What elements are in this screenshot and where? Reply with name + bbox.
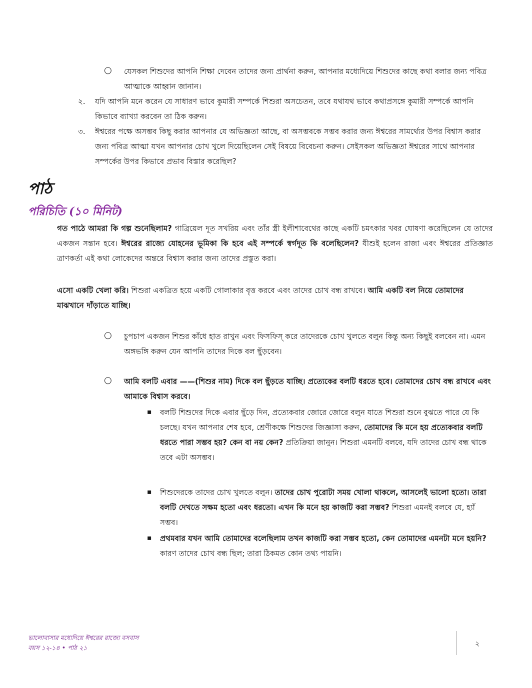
bullet-square: ▪ — [147, 488, 152, 496]
lesson-heading: পাঠ — [28, 179, 53, 198]
dot1-question: তোমাদের কি মনে হয় প্রত্যেকবার বলটি ধরতে পারা সম্ভব হয়? কেন বা নয় কেন? — [160, 423, 483, 447]
dot2-text-2: শিশুরা এমনই বলবে যে, হ্যাঁ সম্ভব। — [160, 503, 475, 527]
sub-bullet-2: আমি বলটি এবার ——(শিশুর নাম) দিকে বল ছুঁড়তে যাচ্ছি। প্রত্যেকের বলটি ধরতে হবে। তোমাদের চোখ বন্ধ রাখবে এবং আমাকে বিশ্বাস করবে। — [124, 377, 491, 401]
intro-text-2: যীশুই হলেন রাজা এবং ঈশ্বরের প্রতিজ্ঞাত ত্রাণকর্তা এই কথা লোকেদের অন্তরে বিশ্বাস করার জন্য তাদের প্রস্তুত করা। — [57, 239, 493, 263]
item-number-3: ৩. — [78, 127, 86, 136]
bullet-square: ▪ — [147, 408, 152, 416]
footer-subtitle: বয়স ১২-১৪ • পাঠ ২১ — [28, 645, 88, 652]
dot1-text-1: বলটি শিশুদের দিকে এবার ছুঁড়ে দিন, প্রত্যেকবার জোরে জোরে বলুন যাতে শিশুরা শুনে বুঝতে পারে যে কি চলছে। যখন আপনার শেষ হবে, শ্রেণীকক্ষে শিশুদের জিজ্ঞাসা করুন, — [160, 408, 480, 432]
dot3-question: প্রথমবার যখন আমি তোমাদের বলেছিলাম তখন কাজটি করা সম্ভব হতো, কেন তোমাদের এমনটা মনে হয়নি? — [160, 534, 487, 543]
question-john-role: ঈশ্বরের রাজ্যে যোহনের ভূমিকা কি হবে এই সম্পর্কে স্বর্গদূত কি বলেছিলেন? — [121, 239, 359, 248]
intro-paragraph — [57, 221, 493, 266]
sub-bullet-1: চুপচাপ একজন শিশুর কাঁধে হাত রাখুন এবং ফিসফিস্ করে তাদেরকে চোখ খুলতে বলুন কিন্তু অন্য কিছুই বলবেন না। এমন অঙ্গভঙ্গি করুন যেন আপনি তাদের দিকে বল ছুঁড়বেন। — [124, 332, 486, 356]
game-paragraph — [57, 283, 493, 313]
page-number: ২ — [475, 640, 480, 648]
prep-item-2: যদি আপনি মনে করেন যে সাধারণ ভাবে কুমারী সম্পর্কে শিশুরা অসচেতন, তবে যথাযথ ভাবে কথাপ্রসঙ্গে কুমারী সম্পর্কে আপনি কিভাবে ব্যাখ্যা করবেন তা ঠিক করুন। — [95, 97, 474, 121]
bullet-square: ▪ — [147, 534, 152, 542]
intro-text-1: গাব্রিয়েল দূত সখরিয় এবং তাঁর স্ত্রী ইলীশাবেথের কাছে একটি চমৎকার খবর ঘোষণা করেছিলেন যে তাদের একজন সন্তান হবে। — [57, 224, 493, 248]
footer-divider — [456, 631, 457, 655]
bullet-circle: ○ — [104, 66, 112, 76]
question-last-story: গত পাঠে আমরা কি গল্প শুনেছিলাম? — [57, 224, 172, 233]
game-invite: এসো একটি খেলা করি। — [57, 286, 129, 295]
footer-title: ভালোবাসার মধ্যেদিয়ে ঈশ্বরের রাজ্যে বসবাস — [28, 635, 139, 642]
dot-bullet-3 — [160, 531, 494, 561]
bullet-circle: ○ — [104, 331, 112, 341]
item-number-2: ২. — [78, 97, 86, 106]
game-text: শিশুরা একত্রিত হয়ে একটি গোলাকার বৃত্ত করবে এবং তাদের চোখ বন্ধ রাখবে। — [128, 286, 368, 295]
dot2-question: তাদের চোখ পুরোটা সময় খোলা থাকলে, আসলেই ভালো হতো। তারা বলটি দেখতে সক্ষম হতো এবং ধরতো। এখন কি মনে হয় কাজটি করা সম্ভব? — [160, 488, 487, 512]
bullet-circle: ○ — [104, 376, 112, 386]
dot2-text-1: শিশুদেরকে তাদের চোখ খুলতে বলুন। — [160, 488, 275, 497]
dot-bullet-2 — [160, 485, 494, 530]
game-statement: আমি একটি বল নিয়ে তোমাদের মাঝখানে দাঁড়াতে যাচ্ছি। — [57, 286, 464, 310]
prep-item-3: ঈশ্বরের পক্ষে অসম্ভব কিছু করার আপনার যে অভিজ্ঞতা আছে, বা অসম্ভবকে সম্ভব করার জন্য ঈশ্বরের সামর্থ্যের উপর বিশ্বাস করার জন্য পবিত্র আত্মা যখন আপনার চোখ খুলে দিয়েছিলেন সেই বিষয়ে বিবেচনা করুন। সেইসকল অভিজ্ঞতা ঈশ্বরের সাথে আপনার সম্পর্কের উপর কিভাবে প্রভাব বিস্তার করেছিল? — [95, 127, 481, 166]
dot3-text: কারণ তাদের চোখ বন্ধ ছিল; তারা ঠিকমত কোন তথ্য পায়নি। — [160, 549, 342, 558]
intro-heading: পরিচিতি (১০ মিনিট) — [28, 205, 123, 218]
dot1-text-2: প্রতিক্রিয়া জানুন। শিশুরা এমনটি বলবে, যদি তাদের চোখ বন্ধ থাকে তবে এটা অসম্ভব। — [160, 438, 487, 462]
prep-bullet-1: যেসকল শিশুদের আপনি শিক্ষা দেবেন তাদের জন্য প্রার্থনা করুন, আপনার মধ্যেদিয়ে শিশুদের কাছে কথা বলার জন্য পবিত্র আত্মাকে আহ্বান জানান। — [124, 67, 487, 91]
dot-bullet-1 — [160, 405, 494, 465]
